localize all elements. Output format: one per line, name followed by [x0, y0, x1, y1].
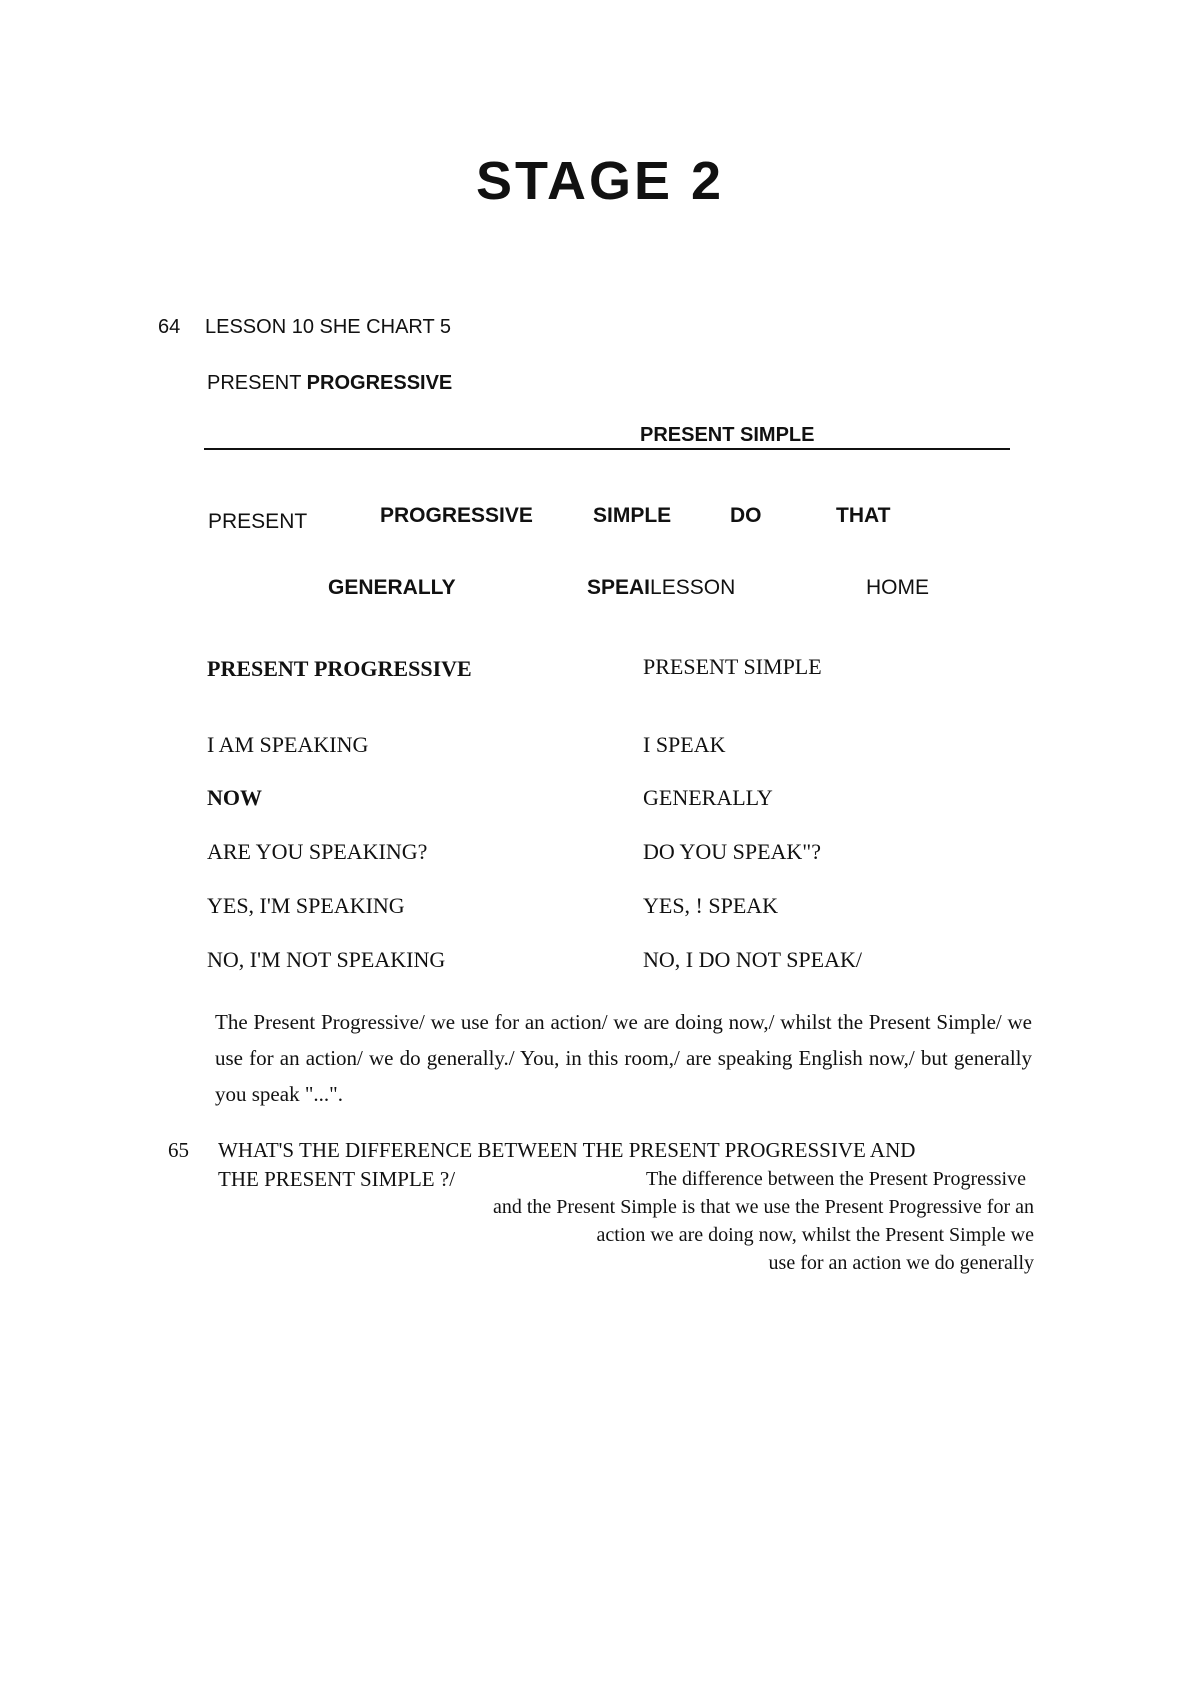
- word-that: THAT: [836, 504, 891, 527]
- question-number: 65: [168, 1138, 189, 1162]
- table-header-present: PRESENT: [207, 656, 309, 681]
- word-speak-lesson: [587, 576, 735, 600]
- exercise-number: 64: [158, 316, 181, 338]
- answer-line: The difference between the Present Progressive: [645, 1168, 1026, 1190]
- question-line-1: WHAT'S THE DIFFERENCE BETWEEN THE PRESENT PROGRESSIVE AND: [218, 1138, 916, 1162]
- word-lesson: LESSON: [650, 576, 736, 599]
- table-cell-right: YES, ! SPEAK: [643, 893, 779, 918]
- table-cell-right: GENERALLY: [643, 785, 773, 810]
- page-title: STAGE 2: [475, 151, 725, 211]
- table-header-right: PRESENT SIMPLE: [643, 654, 822, 679]
- word-simple: SIMPLE: [593, 504, 672, 527]
- word-do: DO: [730, 504, 762, 527]
- present-simple-heading: PRESENT SIMPLE: [640, 424, 815, 446]
- explanation-paragraph: The Present Progressive/ we use for an action/ we are doing now,/ whilst the Present Simple/ we use for an action/ we do generally./ You, in this room,/ are speaking English now,/ but generally you speak "...".: [215, 1010, 1032, 1106]
- horizontal-rule: [204, 448, 1010, 450]
- table-cell-left: ARE YOU SPEAKING?: [207, 839, 428, 864]
- answer-line: use for an action we do generally: [768, 1252, 1034, 1274]
- progressive-word: PROGRESSIVE: [306, 372, 453, 394]
- table-cell-right: NO, I DO NOT SPEAK/: [643, 947, 862, 972]
- table-cell-right: DO YOU SPEAK"?: [643, 839, 822, 864]
- table-header-left: [207, 656, 472, 682]
- present-progressive-heading: [207, 372, 452, 395]
- table-cell-left: NOW: [207, 785, 262, 810]
- answer-line: and the Present Simple is that we use the Present Progressive for an: [493, 1196, 1034, 1218]
- present-word: PRESENT: [207, 372, 302, 394]
- table-cell-left: I AM SPEAKING: [207, 732, 369, 757]
- table-cell-left: YES, I'M SPEAKING: [207, 893, 405, 918]
- lesson-heading: LESSON 10 SHE CHART 5: [205, 316, 452, 338]
- word-generally: GENERALLY: [328, 576, 456, 599]
- question-line-2: THE PRESENT SIMPLE ?/: [218, 1167, 456, 1191]
- word-home: HOME: [866, 576, 929, 599]
- table-cell-left: NO, I'M NOT SPEAKING: [207, 947, 446, 972]
- table-header-progressive: PROGRESSIVE: [313, 656, 472, 681]
- word-progressive: PROGRESSIVE: [380, 504, 533, 527]
- word-present: PRESENT: [208, 510, 308, 533]
- table-cell-right: I SPEAK: [643, 732, 726, 757]
- word-speak-fragment: SPEAI: [587, 576, 651, 599]
- answer-line: action we are doing now, whilst the Present Simple we: [596, 1224, 1034, 1246]
